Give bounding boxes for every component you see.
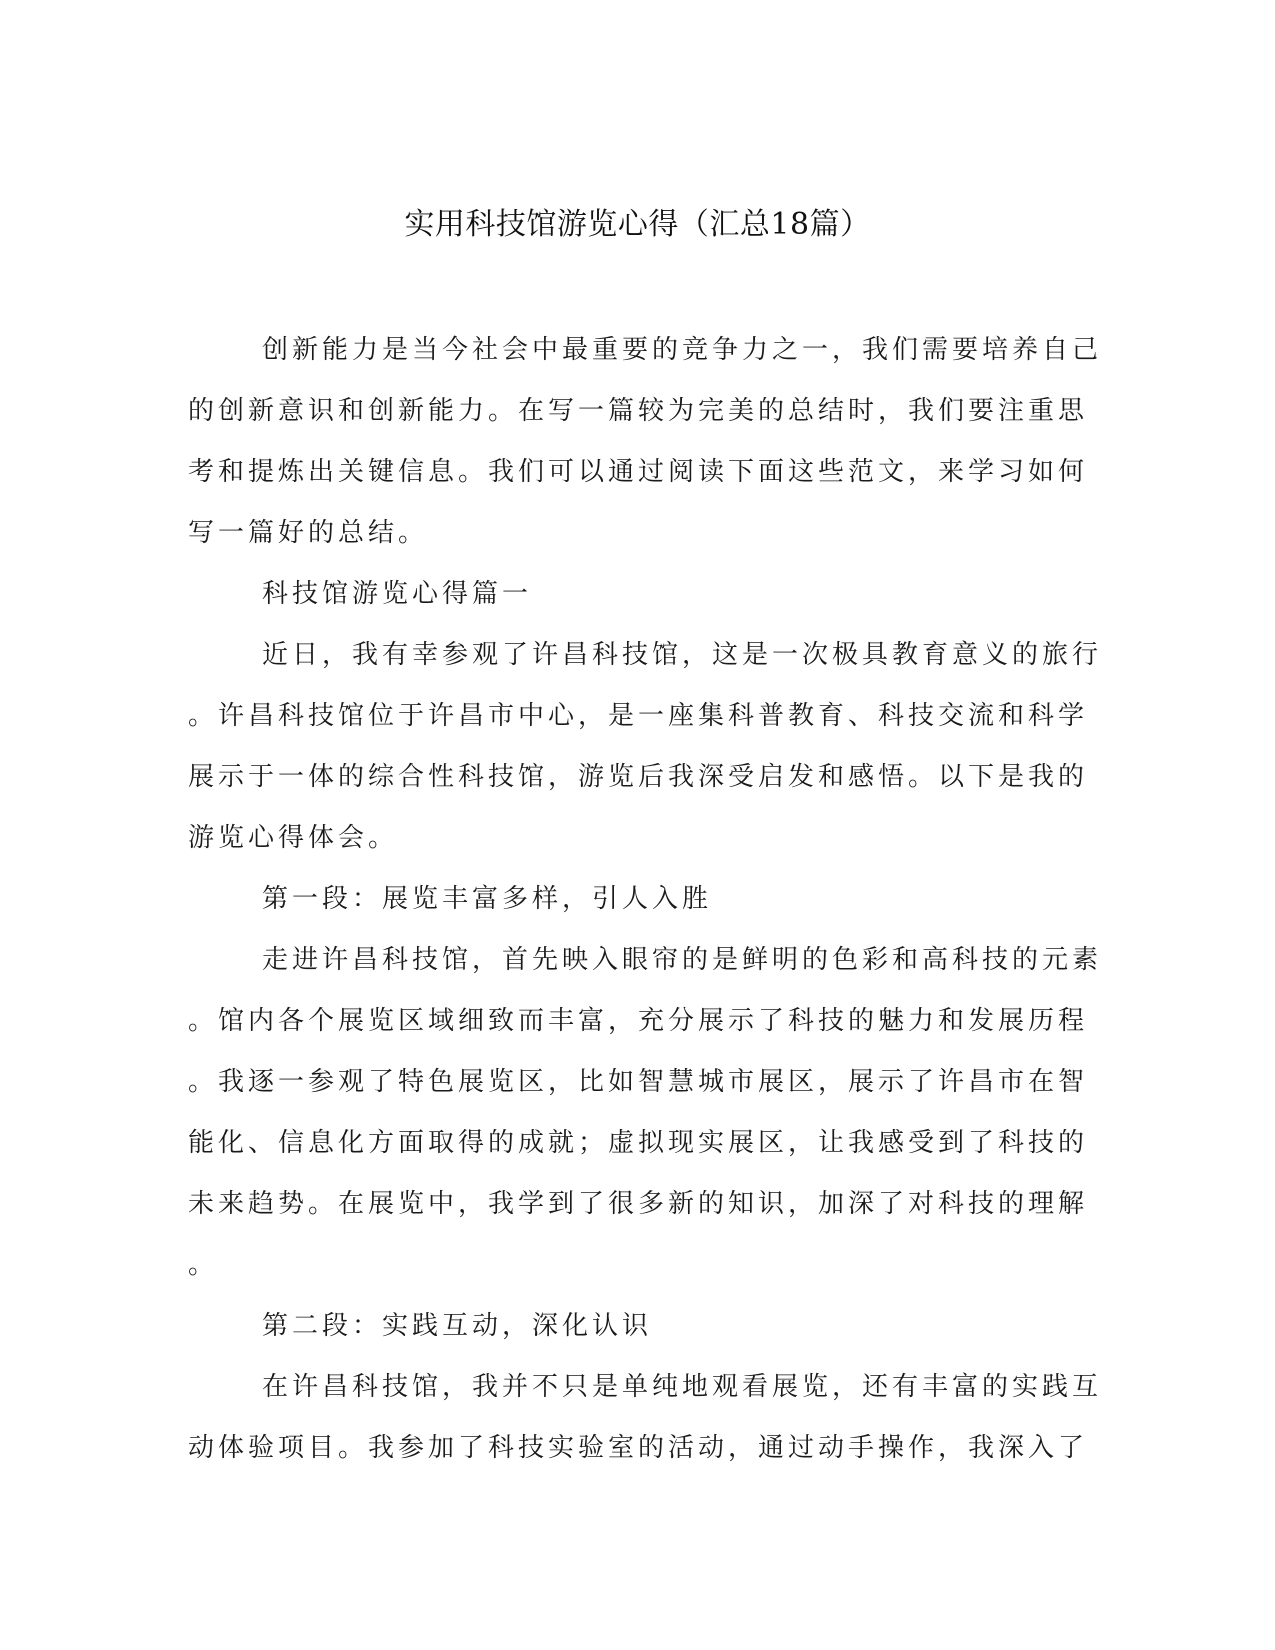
- text-line: 创新能力是当今社会中最重要的竞争力之一，我们需要培养自己: [262, 335, 1103, 365]
- text-line: 走进许昌科技馆，首先映入眼帘的是鲜明的色彩和高科技的元素: [262, 945, 1103, 975]
- text-line: 考和提炼出关键信息。我们可以通过阅读下面这些范文，来学习如何: [188, 457, 1089, 487]
- text-line: 的创新意识和创新能力。在写一篇较为完美的总结时，我们要注重思: [188, 396, 1089, 426]
- text-line: 能化、信息化方面取得的成就；虚拟现实展区，让我感受到了科技的: [188, 1128, 1089, 1158]
- text-line: 。馆内各个展览区域细致而丰富，充分展示了科技的魅力和发展历程: [188, 1006, 1089, 1036]
- text-line: 游览心得体会。: [188, 823, 399, 853]
- text-line: 科技馆游览心得篇一: [262, 579, 533, 609]
- text-line: 写一篇好的总结。: [188, 518, 429, 548]
- document-body: [188, 330, 1103, 1489]
- text-line: 第一段：展览丰富多样，引人入胜: [262, 884, 713, 914]
- text-line: 。许昌科技馆位于许昌市中心，是一座集科普教育、科技交流和科学: [188, 701, 1089, 731]
- text-line: 。我逐一参观了特色展览区，比如智慧城市展区，展示了许昌市在智: [188, 1067, 1089, 1097]
- document-title: 实用科技馆游览心得（汇总18篇）: [404, 207, 871, 242]
- text-line: 未来趋势。在展览中，我学到了很多新的知识，加深了对科技的理解: [188, 1189, 1089, 1219]
- text-line: 在许昌科技馆，我并不只是单纯地观看展览，还有丰富的实践互: [262, 1372, 1103, 1402]
- text-line: 动体验项目。我参加了科技实验室的活动，通过动手操作，我深入了: [188, 1433, 1089, 1463]
- text-line: 近日，我有幸参观了许昌科技馆，这是一次极具教育意义的旅行: [262, 640, 1103, 670]
- text-line: 。: [188, 1250, 219, 1280]
- text-line: 展示于一体的综合性科技馆，游览后我深受启发和感悟。以下是我的: [188, 762, 1089, 792]
- text-line: 第二段：实践互动，深化认识: [262, 1311, 653, 1341]
